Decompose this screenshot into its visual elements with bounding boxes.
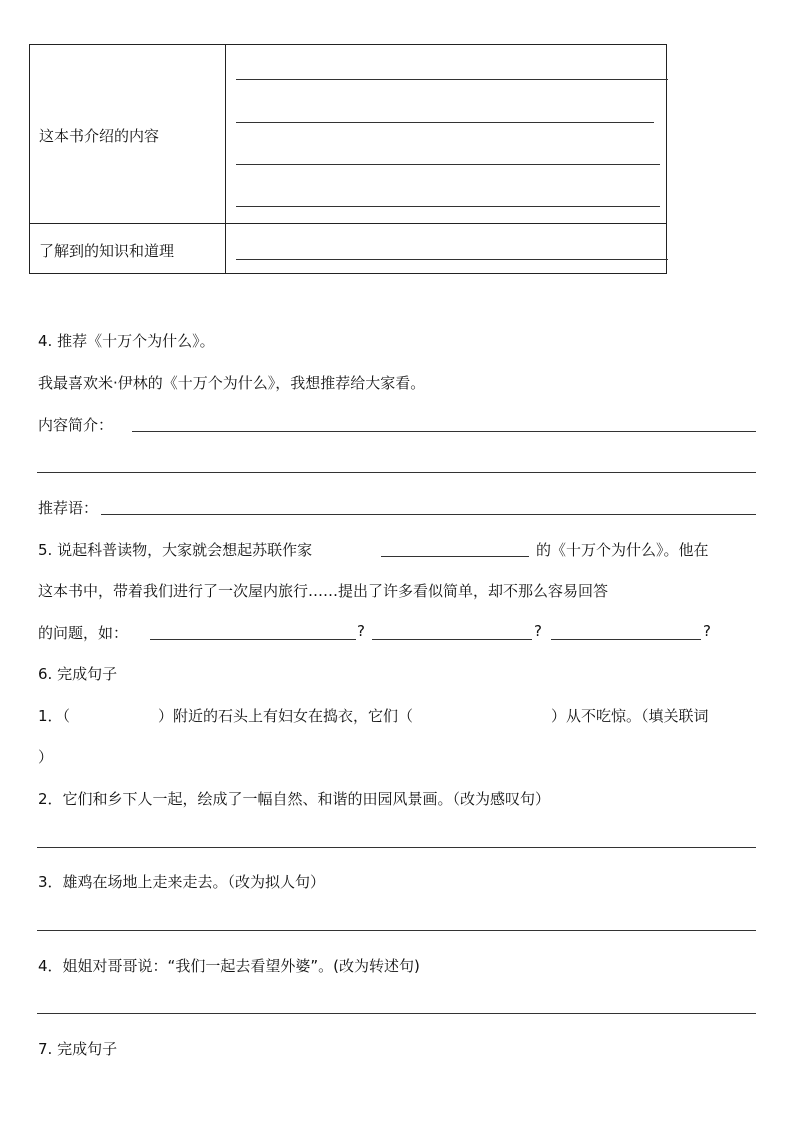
q6-s4: 4．姐姐对哥哥说：“我们一起去看望外婆”。(改为转述句) [38, 957, 420, 975]
q4-content-label: 内容简介： [38, 416, 114, 434]
book-info-table [29, 44, 667, 274]
q5-line1-end: 的《十万个为什么》。他在 [536, 541, 709, 559]
content-answer-line-2[interactable] [236, 122, 654, 123]
q5-line1-start: 5. 说起科普读物，大家就会想起苏联作家 [38, 541, 313, 559]
content-answer-line-1[interactable] [236, 79, 668, 80]
q4-content-line-1[interactable] [132, 431, 756, 432]
q4-intro: 我最喜欢米·伊林的《十万个为什么》，我想推荐给大家看。 [38, 374, 426, 392]
q6-s1-d: ） [38, 748, 54, 766]
q5-qmark-1: ? [357, 622, 365, 640]
q5-question-blank-2[interactable] [372, 639, 532, 640]
content-answer-line-3[interactable] [236, 164, 660, 165]
q6-s2-answer-line[interactable] [37, 847, 756, 848]
q4-title: 4. 推荐《十万个为什么》。 [38, 332, 215, 350]
q6-s1-b: ）附近的石头上有妇女在捣衣，它们（ [158, 707, 414, 725]
q6-s1-c: ）从不吃惊。（填关联词 [551, 707, 709, 725]
table-label-content: 这本书介绍的内容 [39, 127, 160, 145]
q6-s4-answer-line[interactable] [37, 1013, 756, 1014]
q4-recommend-line[interactable] [101, 514, 756, 515]
q6-s2: 2．它们和乡下人一起，绘成了一幅自然、和谐的田园风景画。（改为感叹句） [38, 790, 551, 808]
q5-qmark-3: ? [703, 622, 711, 640]
knowledge-answer-line[interactable] [236, 259, 668, 260]
content-answer-line-4[interactable] [236, 206, 660, 207]
q4-content-line-2[interactable] [37, 472, 756, 473]
q6-s1-a: 1．（ [38, 707, 71, 725]
q7-title: 7. 完成句子 [38, 1040, 118, 1058]
q6-s3-answer-line[interactable] [37, 930, 756, 931]
q4-recommend-label: 推荐语： [38, 499, 99, 517]
q5-qmark-2: ? [534, 622, 542, 640]
q5-line2: 这本书中，带着我们进行了一次屋内旅行……提出了许多看似简单，却不那么容易回答 [38, 582, 609, 600]
table-row-divider [30, 223, 666, 224]
table-column-divider [225, 45, 226, 273]
q5-question-blank-3[interactable] [551, 639, 701, 640]
table-label-knowledge: 了解到的知识和道理 [39, 242, 175, 260]
q5-author-blank[interactable] [381, 556, 529, 557]
q5-line3-start: 的问题，如： [38, 624, 129, 642]
q6-title: 6. 完成句子 [38, 665, 118, 683]
q5-question-blank-1[interactable] [150, 639, 356, 640]
q6-s3: 3．雄鸡在场地上走来走去。（改为拟人句） [38, 873, 326, 891]
